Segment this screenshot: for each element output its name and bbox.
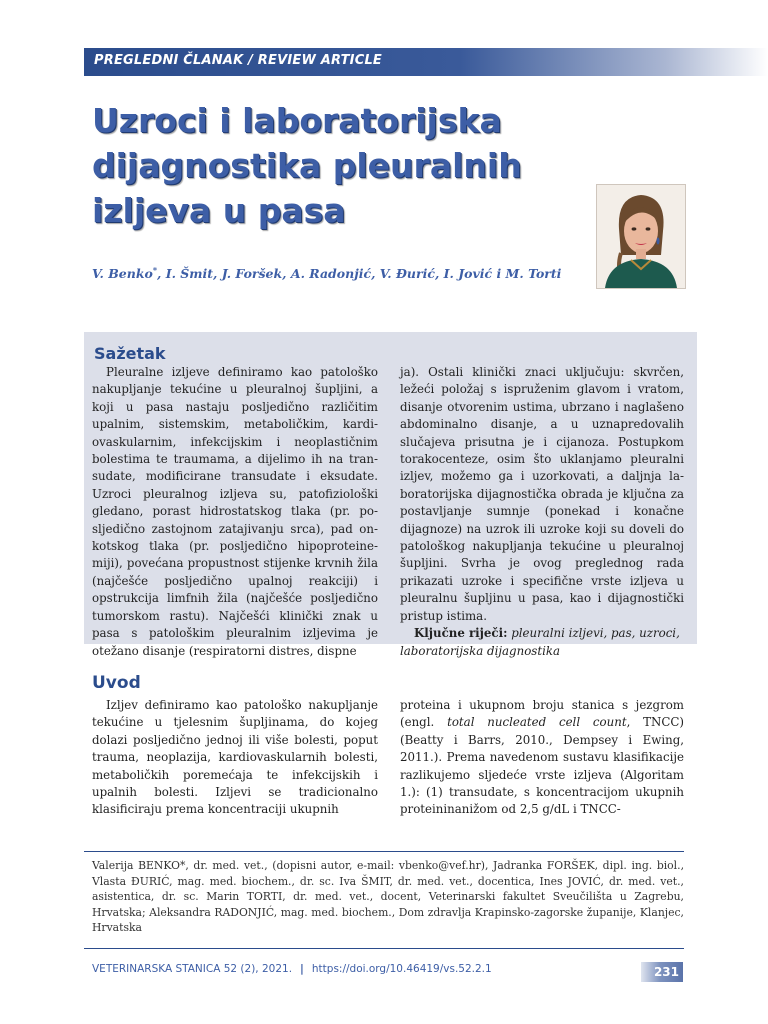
keywords (400, 625, 684, 660)
intro-text-b: , TNCC) (Beatty i Barrs, 2010., Dempsey i Ewing, 2011.). Prema navedenom sustavu klasifikacije razlikujemo sljedeće vrste izljeva (Algoritam 1.): (1) transudate, s koncentracijom ukupnih proteininanižom od 2,5 g/dL i TNCC- (400, 715, 684, 817)
author-affiliations: Valerija BENKO*, dr. med. vet., (dopisni autor, e-mail: vbenko@vef.hr), Jadranka FORŠEK, dipl. ing. biol., Vlasta ĐURIĆ, mag. med. biochem., dr. sc. Iva ŠMIT, dr. med. vet., docentica, Ines JOVIĆ, dr. med. vet., asistentica, dr. sc. Marin TORTI, dr. med. vet., docent, Veterinarski fakultet Sveučilišta u Zagrebu, Hrvatska; Aleksandra RADONJIĆ, mag. med. biochem., Dom zdravlja Krapinsko-zagorske županije, Klanjec, Hrvatska (92, 859, 684, 934)
author-portrait-image (597, 185, 685, 288)
page-number: 231 (641, 962, 683, 982)
author-first: V. Benko (92, 266, 153, 282)
intro-text-left: Izljev definiramo kao patološko nakupljanje tekućine u tjelesnim šupljinama, do kojeg dolazi posljedično jednoj ili više bolesti, poput trauma, neoplazija, kardiovaskularnih bolesti, metaboličkih poremećaja te infekcijskih i upalnih bolesti. Izljevi se tradicionalno klasificiraju prema koncentraciji ukupnih (92, 698, 378, 817)
affiliation-divider (84, 851, 684, 852)
intro-text-italic: total nucleated cell count (447, 715, 627, 730)
intro-text-right (400, 697, 684, 819)
abstract-column-left (92, 364, 378, 660)
doi-link[interactable]: https://doi.org/10.46419/vs.52.2.1 (311, 963, 492, 975)
author-rest: , I. Šmit, J. Foršek, A. Radonjić, V. Đurić, I. Jović i M. Torti (157, 266, 562, 282)
author-list (92, 265, 562, 281)
section-banner (84, 48, 768, 76)
intro-heading: Uvod (92, 673, 141, 693)
corresponding-mark: * (152, 265, 158, 275)
article-title: Uzroci i laboratorijska dijagnostika pleuralnih izljeva u pasa (92, 101, 522, 230)
intro-column-left (92, 697, 378, 819)
footer-divider (84, 948, 684, 949)
abstract-text-left: Pleuralne izljeve definiramo kao patološko nakupljanje tekućine u pleuralnoj šupljini, a koji u pasa nastaju posljedično različitim upalnim, sistemskim, metaboličkim, kardiovaskularnim, infekcijskim i neoplastičnim bolestima te traumama, a dijelimo ih na transudate, modificirane transudate i eksudate. Uzroci pleuralnog izljeva su, patofiziološki gledano, porast hidrostatskog tlaka (pr. posljedično zastojnom zatajivanju srca), pad onkotskog tlaka (pr. posljedično hipoproteinemiji), povećana propustnost stijenke krvnih žila (najčešće posljedično upalnoj reakciji) i opstrukcija limfnih žila (najčešće posljedično tumorskom rastu). Najčešći klinički znak u pasa s patološkim pleuralnim izljevima je otežano disanje (respiratorni distres, dispne (92, 365, 378, 658)
abstract-heading: Sažetak (94, 344, 166, 363)
intro-text-a: proteina i ukupnom broju stanica s jezgrom (engl. (400, 698, 684, 730)
intro-column-right (400, 697, 684, 819)
footer-separator: | (300, 963, 304, 975)
section-label: PREGLEDNI ČLANAK / REVIEW ARTICLE (94, 53, 383, 68)
keywords-label: Ključne riječi: (414, 626, 508, 641)
abstract-column-right (400, 364, 684, 660)
abstract-text-right: ja). Ostali klinički znaci uključuju: skvrčen, ležeći položaj s ispruženim glavom i vratom, disanje otvorenim ustima, ubrzano i naglašeno abdominalno disanje, a u uznapredovalih slučajeva prisutna je i cijanoza. Postupkom torakocenteze, osim što uklanjamo pleuralni izljev, možemo ga i uzorkovati, a daljnja laboratorijska dijagnostička obrada je ključna za postavljanje sumnje (ponekad i konačne dijagnoze) na uzrok ili uzroke koji su doveli do patološkog nakupljanja tekućine u pleuralnoj šupljini. Svrha je ovog preglednog rada prikazati uzroke i specifične vrste izljeva u pleuralnu šupljinu u pasa, kao i dijagnostički pristup istima. (400, 365, 684, 623)
keywords-text: pleuralni izljevi, pas, uzroci, laboratorijska dijagnostika (400, 626, 680, 658)
page-footer (92, 963, 492, 975)
author-photo (596, 184, 686, 289)
journal-citation: VETERINARSKA STANICA 52 (2), 2021. (92, 963, 293, 975)
